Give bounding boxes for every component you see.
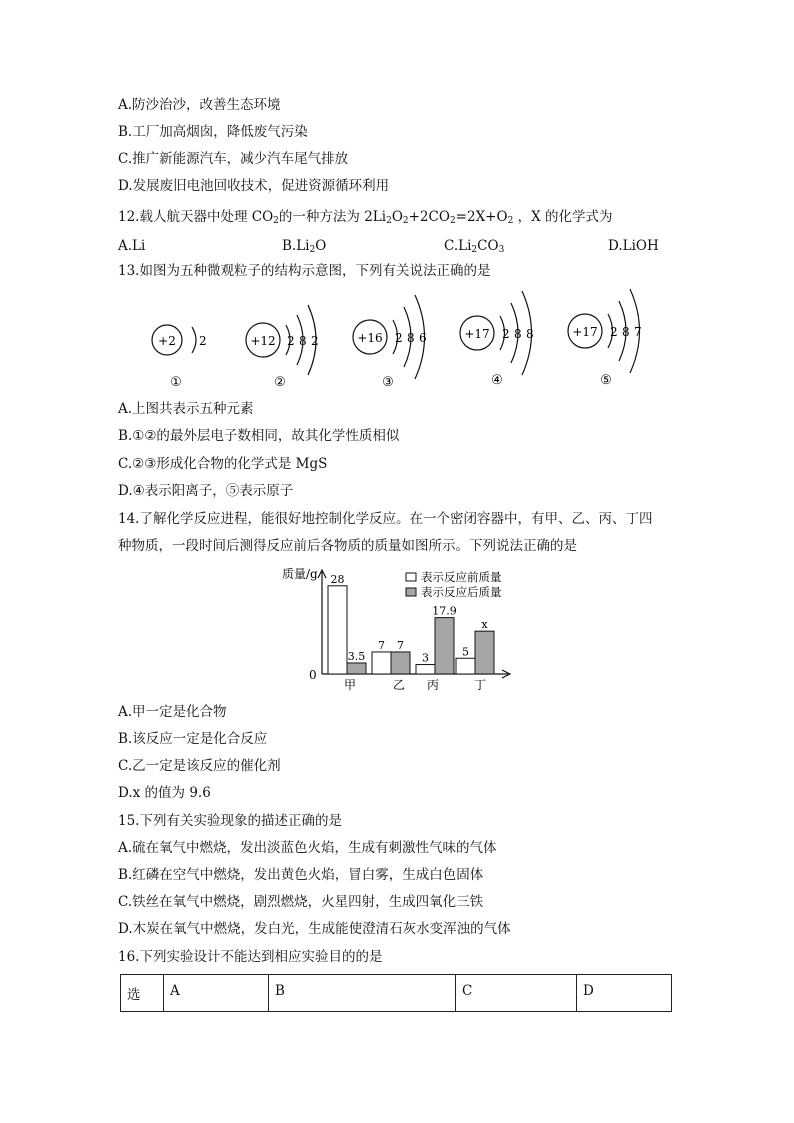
atom-4-shell-2: 8 [514, 327, 522, 341]
bar-after-4 [475, 631, 494, 674]
q11-option-c: C.推广新能源汽车，减少汽车尾气排放 [118, 151, 349, 167]
atom-1-shell-1: 2 [199, 334, 207, 348]
q16-stem: 16.下列实验设计不能达到相应实验目的的是 [118, 949, 383, 965]
atom-3-label: ③ [382, 375, 394, 390]
legend-label-before: 表示反应前质量 [421, 570, 502, 584]
chart-origin-label: 0 [309, 668, 317, 682]
atom-5-shell-2: 8 [622, 325, 630, 339]
q13-stem: 13.如图为五种微观粒子的结构示意图，下列有关说法正确的是 [118, 263, 491, 279]
bar-before-2 [372, 652, 391, 674]
atom-2-shell-3: 2 [311, 334, 319, 348]
category-label-2: 乙 [392, 678, 406, 692]
bar-after-3 [435, 618, 454, 674]
q15-option-c: C.铁丝在氧气中燃烧，剧烈燃烧，火星四射，生成四氧化三铁 [118, 894, 484, 910]
atom-2 [246, 305, 319, 390]
mass-bar-chart [280, 562, 520, 697]
table-header-option: 选 [121, 975, 164, 1012]
atom-1-label: ① [170, 375, 182, 390]
atom-4-shell-3: 8 [526, 327, 534, 341]
q14-stem-line-1: 14.了解化学反应进程，能很好地控制化学反应。在一个密闭容器中，有甲、乙、丙、丁四 [118, 511, 653, 527]
atom-2-shell-1: 2 [287, 334, 295, 348]
atom-5-label: ⑤ [600, 373, 612, 388]
q14-option-b: B.该反应一定是化合反应 [118, 731, 268, 747]
table-header-d: D [577, 975, 672, 1012]
bar-label-before-4: 5 [462, 645, 469, 659]
table-row [121, 975, 672, 1012]
legend-label-after: 表示反应后质量 [421, 585, 502, 599]
q15-option-a: A.硫在氧气中燃烧，发出淡蓝色火焰，生成有刺激性气味的气体 [118, 840, 497, 856]
q11-option-a: A.防沙治沙，改善生态环境 [118, 97, 281, 113]
atom-5 [568, 289, 642, 388]
table-header-a: A [164, 975, 269, 1012]
atom-3-shell-3: 6 [419, 331, 427, 345]
table-header-c: C [456, 975, 577, 1012]
q11-option-d: D.发展废旧电池回收技术，促进资源循环利用 [118, 178, 390, 194]
q12-option-a: A.Li [118, 238, 146, 254]
bar-label-after-2: 7 [397, 638, 404, 652]
atom-2-label: ② [274, 375, 286, 390]
atom-4-nucleus: +17 [464, 327, 490, 341]
q14-option-c: C.乙一定是该反应的催化剂 [118, 758, 281, 774]
atom-1-nucleus: +2 [158, 334, 176, 348]
atom-4-label: ④ [491, 373, 503, 388]
bar-after-2 [391, 652, 410, 674]
atom-1 [152, 325, 207, 390]
category-label-3: 丙 [426, 678, 440, 692]
atom-3 [353, 295, 427, 390]
q13-option-d: D.④表示阳离子，⑤表示原子 [118, 483, 294, 499]
q14-option-d: D.x 的值为 9.6 [118, 785, 211, 801]
q12-option-b: $B.Li_2O$ [282, 238, 327, 255]
q14-stem-line-2: 种物质，一段时间后测得反应前后各物质的质量如图所示。下列说法正确的是 [118, 538, 577, 554]
atom-4 [460, 291, 534, 388]
bar-label-before-1: 28 [330, 572, 345, 586]
category-label-1: 甲 [343, 678, 357, 692]
legend-swatch-after [406, 588, 416, 596]
q15-stem: 15.下列有关实验现象的描述正确的是 [118, 813, 342, 829]
chart-ylabel: 质量/g [282, 567, 318, 581]
bar-before-1 [328, 586, 347, 674]
bar-label-after-3: 17.9 [432, 604, 457, 618]
atom-2-shell-2: 8 [299, 334, 307, 348]
q14-option-a: A.甲一定是化合物 [118, 704, 227, 720]
q12-option-d: D.LiOH [608, 238, 659, 254]
table-header-b: B [269, 975, 456, 1012]
atom-5-nucleus: +17 [572, 325, 598, 339]
bar-label-before-2: 7 [378, 638, 385, 652]
bar-after-1 [347, 663, 366, 674]
q15-option-d: D.木炭在氧气中燃烧，发白光，生成能使澄清石灰水变浑浊的气体 [118, 921, 511, 937]
atom-5-shell-3: 7 [634, 325, 642, 339]
bar-before-4 [456, 658, 475, 674]
bar-label-after-1: 3.5 [347, 649, 366, 663]
q13-option-b: B.①②的最外层电子数相同，故其化学性质相似 [118, 428, 400, 444]
q11-option-b: B.工厂加高烟囱，降低废气污染 [118, 124, 308, 140]
bar-before-3 [416, 665, 435, 674]
atom-3-nucleus: +16 [357, 331, 383, 345]
atom-4-shell-1: 2 [502, 327, 510, 341]
chart-legend [406, 570, 502, 599]
bar-label-after-4: x [481, 618, 488, 632]
q12-stem: 12.载人航天器中处理 $CO_2$的一种方法为 $2Li_2O_2+2CO_2=2X+O_2$ ，X 的化学式为 [118, 209, 613, 226]
atom-2-nucleus: +12 [250, 334, 276, 348]
q13-option-c: C.②③形成化合物的化学式是 MgS [118, 456, 328, 472]
q15-option-b: B.红磷在空气中燃烧，发出黄色火焰，冒白雾，生成白色固体 [118, 867, 484, 883]
atom-3-shell-1: 2 [395, 331, 403, 345]
q13-option-a: A.上图共表示五种元素 [118, 401, 254, 417]
q12-option-c: $C.Li_2CO_3$ [444, 238, 505, 255]
atom-structure-diagram [0, 285, 794, 395]
q16-table [120, 974, 672, 1012]
atom-3-shell-2: 8 [407, 331, 415, 345]
category-label-4: 丁 [473, 678, 487, 692]
atom-5-shell-1: 2 [610, 325, 618, 339]
bar-label-before-3: 3 [422, 651, 429, 665]
legend-swatch-before [406, 573, 416, 581]
